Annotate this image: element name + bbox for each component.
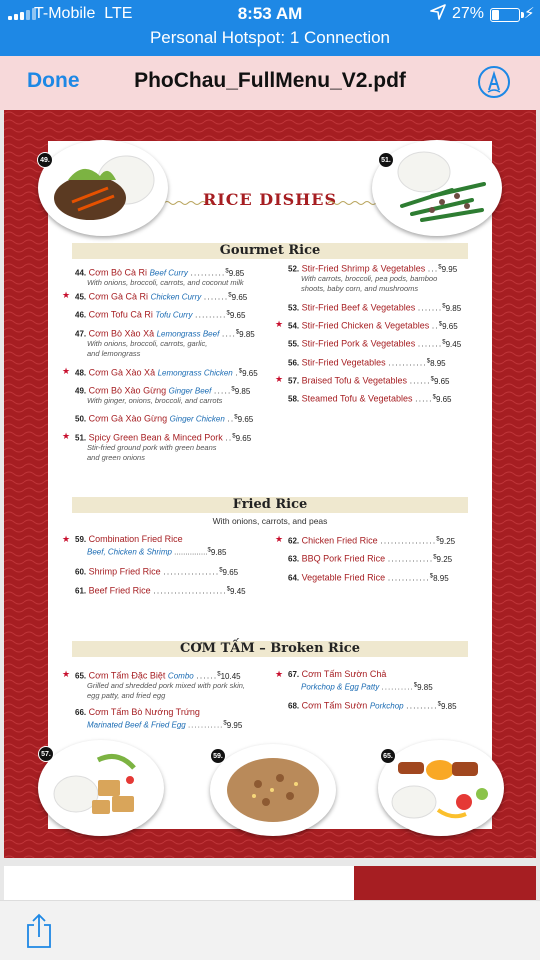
menu-desc-47b: and lemongrass: [87, 349, 141, 358]
star-icon: ★: [62, 534, 71, 544]
menu-item-56: 56. Stir-Fried Vegetables ...........$8.95: [288, 357, 446, 368]
food-photo-59: [210, 744, 336, 836]
share-icon[interactable]: [24, 913, 54, 949]
pdf-viewport[interactable]: [0, 110, 540, 900]
photo-number-badge: 57.: [38, 746, 54, 762]
done-button[interactable]: Done: [27, 69, 80, 92]
menu-item-45: 45. Cơm Gà Cà Ri Chicken Curry .......$9.65: [75, 291, 248, 302]
menu-desc-49: With ginger, onions, broccoli, and carrots: [87, 396, 223, 405]
photo-number-badge: 65.: [380, 748, 396, 764]
next-page-border: [354, 866, 536, 900]
menu-item-57: 57. Braised Tofu & Vegetables ......$9.65: [288, 375, 450, 386]
photo-number-badge: 49.: [37, 152, 53, 168]
menu-desc-65b: egg patty, and fried egg: [87, 691, 166, 700]
battery-icon: [490, 8, 520, 22]
menu-item-62: 62. Chicken Fried Rice ................$9.25: [288, 535, 456, 546]
menu-item-54: 54. Stir-Fried Chicken & Vegetables ..$9.65: [288, 320, 458, 331]
star-icon: ★: [275, 669, 284, 679]
menu-desc-52a: With carrots, broccoli, pea pods, bamboo: [301, 274, 438, 283]
star-icon: ★: [62, 431, 71, 441]
menu-item-47: 47. Cơm Bò Xào Xả Lemongrass Beef ....$9.85: [75, 328, 255, 339]
menu-item-61: 61. Beef Fried Rice .....................$9.45: [75, 585, 246, 596]
food-photo-49: [38, 140, 168, 236]
menu-item-64: 64. Vegetable Fried Rice ............$8.95: [288, 572, 449, 583]
menu-item-48: 48. Cơm Gà Xào Xả Lemongrass Chicken .$9.65: [75, 367, 258, 378]
fried-rice-subheading: With onions, carrots, and peas: [212, 516, 328, 526]
menu-variant-66: Marinated Beef & Fried Egg ...........$9.95: [87, 720, 243, 730]
menu-item-44: 44. Cơm Bò Cà Ri Beef Curry ..........$9.85: [75, 267, 245, 278]
food-photo-57: [38, 740, 164, 836]
menu-item-60: 60. Shrimp Fried Rice ................$9.65: [75, 566, 239, 577]
menu-card: [48, 141, 492, 829]
food-photo-65: [378, 740, 504, 836]
menu-variant-59: Beef, Chicken & Shrimp ...............$9.85: [87, 547, 227, 557]
battery-percentage: 27%: [452, 5, 485, 22]
star-icon: ★: [275, 374, 284, 384]
hotspot-banner[interactable]: Personal Hotspot: 1 Connection: [149, 28, 391, 47]
location-arrow-icon: [430, 4, 446, 25]
menu-item-63: 63. BBQ Pork Fried Rice .............$9.25: [288, 553, 453, 564]
broken-rice-heading: CƠM TẤM – Broken Rice: [72, 641, 468, 657]
menu-item-55: 55. Stir-Fried Pork & Vegetables .......$9.45: [288, 338, 462, 349]
status-row: [0, 0, 540, 28]
menu-desc-47a: With onions, broccoli, carrots, garlic,: [87, 339, 208, 348]
menu-item-59: 59. Combination Fried Rice: [75, 534, 183, 544]
fried-rice-heading: Fried Rice: [72, 497, 468, 513]
document-title: PhoChau_FullMenu_V2.pdf: [134, 69, 406, 92]
menu-item-52: 52. Stir-Fried Shrimp & Vegetables ...$9.95: [288, 263, 458, 274]
menu-title: RICE DISHES: [202, 190, 338, 209]
star-icon: ★: [62, 290, 71, 300]
pdf-page[interactable]: [4, 110, 536, 858]
menu-item-67: 67. Cơm Tấm Sườn Chả: [288, 669, 387, 679]
star-icon: ★: [275, 319, 284, 329]
menu-item-65: 65. Cơm Tấm Đặc Biệt Combo ......$10.45: [75, 670, 241, 681]
pdf-next-page[interactable]: [4, 866, 536, 900]
menu-item-46: 46. Cơm Tofu Cà Ri Tofu Curry .........$9.65: [75, 309, 246, 320]
star-icon: ★: [62, 366, 71, 376]
menu-desc-51b: and green onions: [87, 453, 145, 462]
menu-item-58: 58. Steamed Tofu & Vegetables .....$9.65: [288, 393, 452, 404]
nav-bar: [0, 56, 540, 110]
menu-desc-51a: Stir-fried ground pork with green beans: [87, 443, 217, 452]
menu-item-49: 49. Cơm Bò Xào Gừng Ginger Beef .....$9.85: [75, 385, 251, 396]
menu-desc-52b: shoots, baby corn, and mushrooms: [301, 284, 419, 293]
carrier-label: T-Mobile LTE: [34, 5, 133, 22]
menu-item-50: 50. Cơm Gà Xào Gừng Ginger Chicken ..$9.65: [75, 413, 254, 424]
title-ornament-right: [328, 200, 380, 206]
menu-desc-44: With onions, broccoli, carrots, and coconut milk: [87, 278, 244, 287]
clock: 8:53 AM: [237, 4, 303, 23]
photo-number-badge: 51.: [378, 152, 394, 168]
gourmet-heading: Gourmet Rice: [72, 243, 468, 259]
photo-number-badge: 59.: [210, 748, 226, 764]
menu-desc-65a: Grilled and shredded pork mixed with pork skin,: [87, 681, 245, 690]
menu-item-66: 66. Cơm Tấm Bò Nướng Trứng: [75, 707, 200, 717]
star-icon: ★: [62, 669, 71, 679]
markup-pen-icon[interactable]: [478, 66, 510, 98]
bottom-toolbar: [0, 900, 540, 960]
bolt-icon: ⚡: [524, 5, 535, 22]
star-icon: ★: [275, 534, 284, 544]
status-bar: [0, 0, 540, 56]
menu-item-68: 68. Cơm Tấm Sườn Porkchop .........$9.85: [288, 700, 457, 711]
menu-variant-67: Porkchop & Egg Patty ..........$9.85: [301, 682, 433, 692]
menu-item-51: 51. Spicy Green Bean & Minced Pork ..$9.65: [75, 432, 252, 443]
menu-item-53: 53. Stir-Fried Beef & Vegetables .......$9.85: [288, 302, 462, 313]
